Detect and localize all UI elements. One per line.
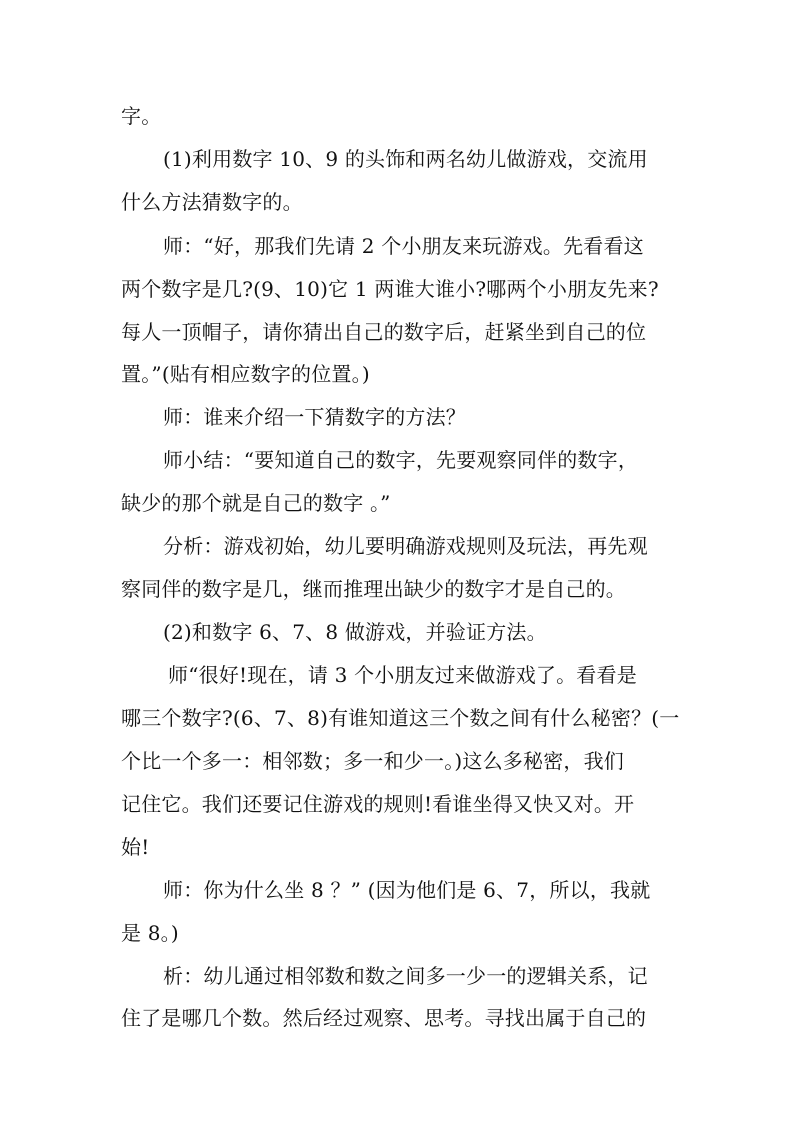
text-line: 师：你为什么坐 8 ？” (因为他们是 6、7，所以，我就: [163, 878, 651, 902]
text-line: 两个数字是几?(9、10)它 1 两谁大谁小?哪两个小朋友先来?: [121, 277, 659, 301]
text-line: 师：谁来介绍一下猜数字的方法？: [163, 405, 466, 429]
text-line: 师：“好，那我们先请 2 个小朋友来玩游戏。先看看这: [163, 234, 644, 258]
text-line: 什么方法猜数字的。: [121, 190, 303, 214]
text-line: 缺少的那个就是自己的数字 。”: [121, 491, 391, 515]
text-line: 师“很好!现在，请 3 个小朋友过来做游戏了。看看是: [168, 663, 637, 687]
text-line: 个比一个多一：相邻数；多一和少一。)这么多秘密，我们: [121, 749, 625, 773]
text-line: 师小结：“要知道自己的数字，先要观察同伴的数字，: [163, 448, 639, 472]
text-line: (1)利用数字 10、9 的头饰和两名幼儿做游戏，交流用: [163, 147, 648, 171]
text-line: 字。: [121, 104, 162, 128]
text-line: (2)和数字 6、7、8 做游戏，并验证方法。: [163, 620, 547, 644]
text-line: 住了是哪几个数。然后经过观察、思考。寻找出属于自己的: [121, 1006, 647, 1030]
text-line: 分析：游戏初始，幼儿要明确游戏规则及玩法，再先观: [163, 534, 648, 558]
text-line: 始!: [121, 835, 150, 859]
text-line: 每人一顶帽子，请你猜出自己的数字后，赶紧坐到自己的位: [121, 320, 647, 344]
text-line: 哪三个数字?(6、7、8)有谁知道这三个数之间有什么秘密？(一: [121, 706, 680, 730]
text-line: 析：幼儿通过相邻数和数之间多一少一的逻辑关系，记: [163, 964, 648, 988]
text-line: 置。”(贴有相应数字的位置。): [121, 362, 370, 386]
text-line: 是 8。): [121, 921, 179, 945]
text-line: 察同伴的数字是几，继而推理出缺少的数字才是自己的。: [121, 577, 626, 601]
text-line: 记住它。我们还要记住游戏的规则!看谁坐得又快又对。开: [121, 792, 635, 816]
